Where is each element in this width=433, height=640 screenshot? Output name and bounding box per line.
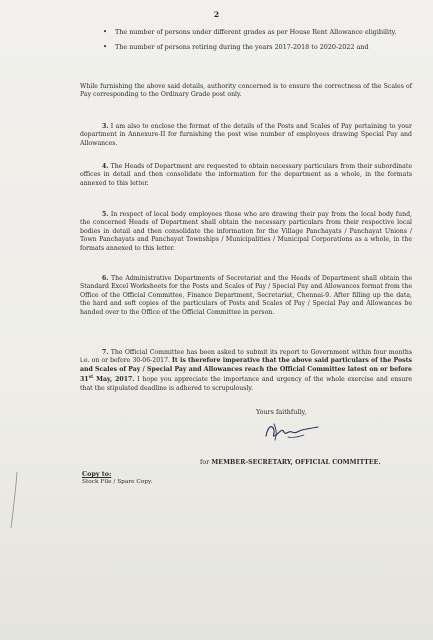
bullet-list bbox=[103, 28, 403, 58]
paragraph-text: The Heads of Department are requested to obtain necessary particulars from their subordinate offices in detail and then consolidate the information for the department as a whole, in the formats annexed to this letter. bbox=[80, 163, 412, 187]
bullet-text: The number of persons under different grades as per House Rent Allowance eligibility. bbox=[115, 28, 397, 36]
designation-title: MEMBER-SECRETARY, OFFICIAL COMMITTEE. bbox=[211, 459, 381, 466]
paragraph-text: In respect of local body employees those who are drawing their pay from the local body fund, the concerned Heads of Department shall obtain the necessary particulars from their respective local bodies in detail and then consolidate the information for the Village Panchayats / Panchayat Unions / Town Panchayats and Panchayat Townships / Municipalities / Municipal Corporations as a whole, in the formats annexed to this letter. bbox=[80, 211, 412, 252]
paragraph-3 bbox=[80, 123, 412, 148]
closing-salutation: Yours faithfully, bbox=[256, 408, 307, 416]
paragraph-number: 3. bbox=[102, 123, 109, 130]
paragraph-text: The Administrative Departments of Secretariat and the Heads of Department shall obtain the Standard Excel Worksheets for the Posts and Scales of Pay / Special Pay and Allowances format from the Office of the Official Committee, Finance Department, Secretariat, Chennai-9. After filling up the data, the hard and soft copies of the particulars of Posts and Scales of Pay / Special Pay and Allowances be handed over to the Office of the Official Committee in person. bbox=[80, 275, 412, 316]
list-item bbox=[103, 28, 403, 37]
copy-to-text: Stock File / Spare Copy. bbox=[82, 479, 153, 485]
page-number: 2 bbox=[213, 10, 220, 19]
paragraph-4 bbox=[80, 163, 412, 188]
copy-to-heading: Copy to: bbox=[82, 470, 112, 478]
paragraph-number: 7. bbox=[102, 349, 109, 356]
paragraph-number: 5. bbox=[102, 211, 109, 218]
deadline-date: May, 2017. bbox=[93, 376, 135, 384]
paragraph-5 bbox=[80, 211, 412, 253]
paragraph-text: I am also to enclose the format of the details of the Posts and Scales of Pay pertaining to your department in Annexure-II for furnishing the post wise number of employees drawing Special Pay and Allowances. bbox=[80, 123, 412, 147]
bullet-icon: • bbox=[103, 43, 108, 51]
designation-prefix: for bbox=[200, 459, 212, 466]
paragraph-7 bbox=[80, 349, 412, 393]
bullet-text: The number of persons retiring during the years 2017-2018 to 2020-2022 and bbox=[115, 43, 369, 51]
margin-mark-icon bbox=[8, 470, 20, 530]
signatory-designation bbox=[200, 459, 381, 466]
ordinal-suffix: st bbox=[88, 375, 94, 381]
deadline-text: It is therefore imperative that the above said particulars of the Posts and Scales of Pay / Special Pay and Allowances reach the Official Committee latest on or before 31 bbox=[80, 357, 412, 384]
paragraph-text: I hope you appreciate the importance and urgency of the whole exercise and ensure that the stipulated deadline is adhered to scrupulously. bbox=[80, 376, 413, 392]
paragraph-intro: While furnishing the above said details, authority concerned is to ensure the correctness of the Scales of Pay corresponding to the Ordinary Grade post only. bbox=[80, 83, 412, 99]
paragraph-6 bbox=[80, 275, 412, 317]
paragraph-number: 6. bbox=[102, 275, 109, 282]
list-item bbox=[103, 43, 403, 52]
paragraph-number: 4. bbox=[102, 163, 109, 170]
signature-icon bbox=[262, 418, 322, 444]
bullet-icon: • bbox=[103, 28, 108, 36]
paragraph-text: The Official Committee has been asked to submit its report to Government within four months i.e. on or before 30-06-2017. bbox=[80, 349, 412, 365]
